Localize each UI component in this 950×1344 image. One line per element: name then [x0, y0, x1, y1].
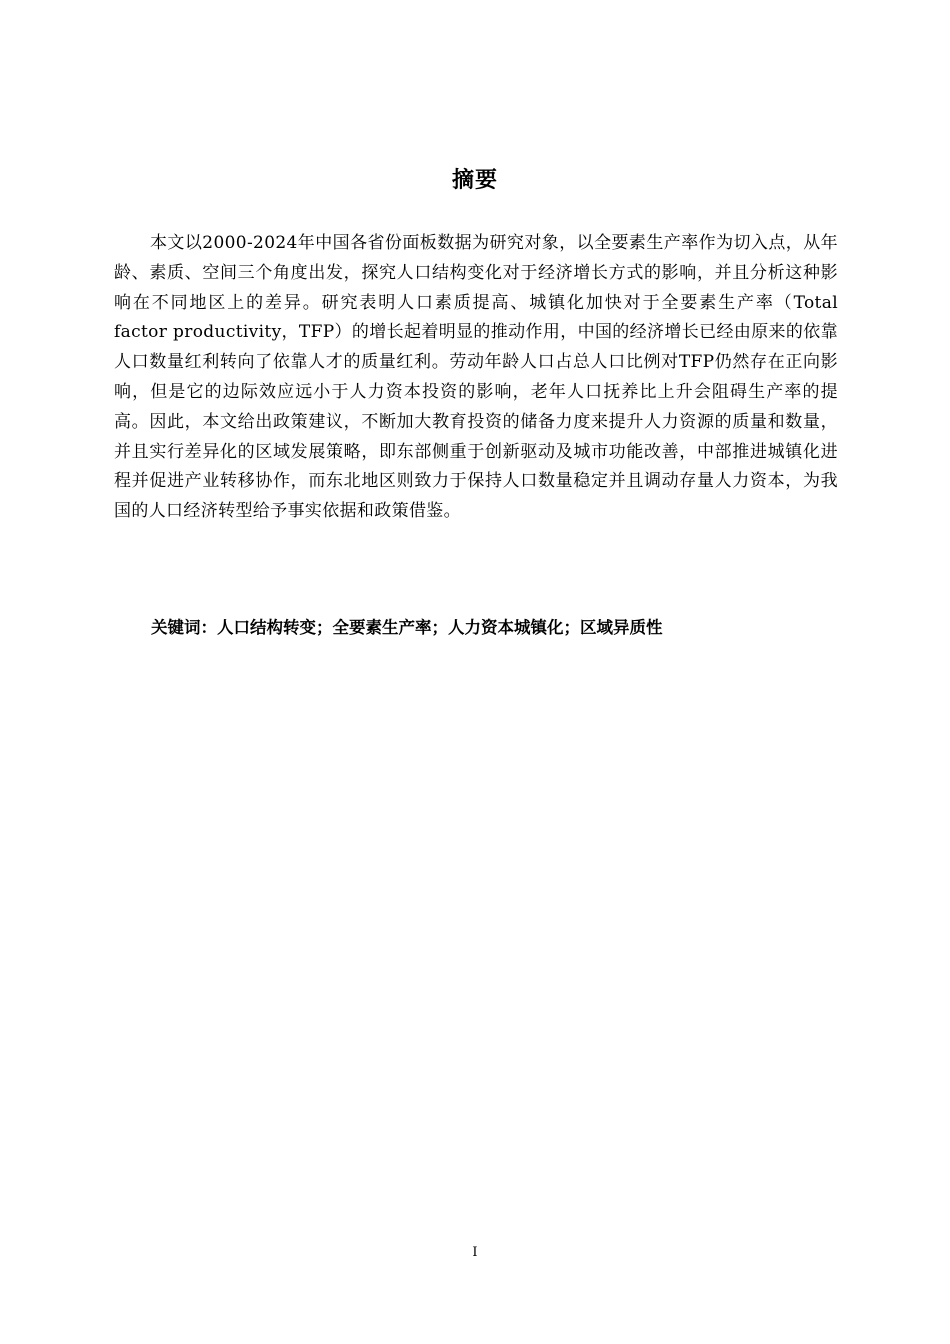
abstract-paragraph: 本文以2000-2024年中国各省份面板数据为研究对象，以全要素生产率作为切入点，从年龄、素质、空间三个角度出发，探究人口结构变化对于经济增长方式的影响，并且分析这种影响在不同地区上的差异。研究表明人口素质提高、城镇化加快对于全要素生产率（Total factor productivity，TFP）的增长起着明显的推动作用，中国的经济增长已经由原来的依靠人口数量红利转向了依靠人才的质量红利。劳动年龄人口占总人口比例对TFP仍然存在正向影响，但是它的边际效应远小于人力资本投资的影响，老年人口抚养比上升会阻碍生产率的提高。因此，本文给出政策建议，不断加大教育投资的储备力度来提升人力资源的质量和数量，并且实行差异化的区域发展策略，即东部侧重于创新驱动及城市功能改善，中部推进城镇化进程并促进产业转移协作，而东北地区则致力于保持人口数量稳定并且调动存量人力资本，为我国的人口经济转型给予事实依据和政策借鉴。 [114, 233, 838, 522]
keywords-line [151, 614, 841, 642]
keywords-text: 人口结构转变；全要素生产率；人力资本城镇化；区域异质性 [217, 618, 663, 637]
page-number: I [472, 1245, 478, 1260]
page-title: 摘要 [451, 168, 498, 193]
keywords-label: 关键词： [151, 618, 217, 637]
